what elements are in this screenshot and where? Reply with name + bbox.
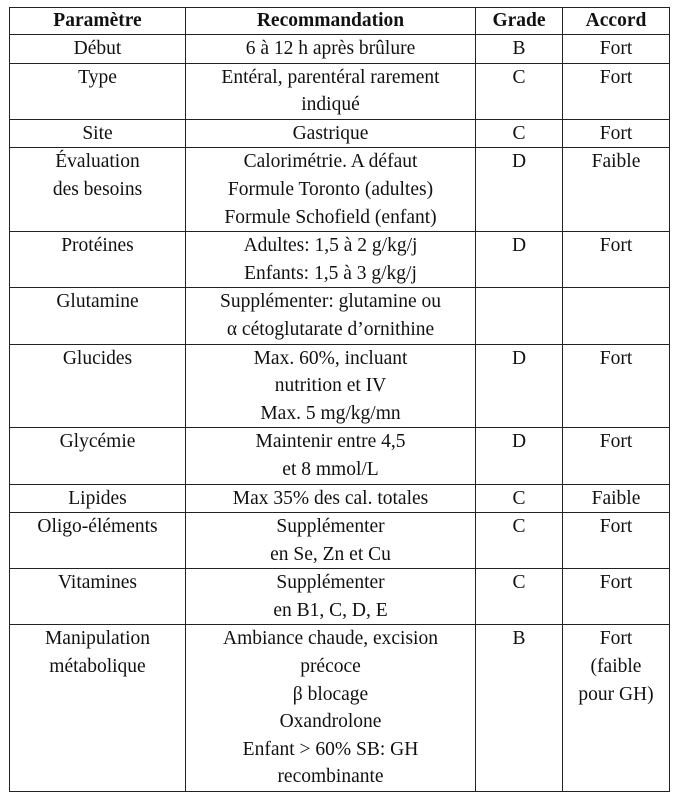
cell-accord (563, 428, 670, 484)
cell-parametre (10, 513, 186, 569)
header-parametre: Paramètre (10, 8, 186, 35)
table-row (10, 625, 670, 792)
cell-parametre (10, 428, 186, 484)
cell-parametre-text: Vitamines (58, 572, 137, 594)
table-row (10, 63, 670, 119)
cell-parametre (10, 148, 186, 232)
cell-recommandation-text: Max. 60%, incluant nutrition et IV Max. 5 mg/kg/mn (253, 347, 408, 424)
cell-parametre-text: Lipides (68, 487, 127, 509)
cell-accord (563, 288, 670, 344)
cell-parametre (10, 625, 186, 792)
cell-recommandation (186, 232, 476, 288)
cell-parametre (10, 344, 186, 428)
cell-grade (476, 63, 563, 119)
cell-accord-text: Fort (599, 235, 633, 257)
cell-grade-text: C (512, 572, 526, 594)
cell-recommandation (186, 569, 476, 625)
cell-parametre-text: Type (78, 66, 117, 88)
cell-grade-text: C (512, 516, 526, 538)
cell-grade-text: D (511, 151, 527, 173)
cell-grade (476, 513, 563, 569)
table-header-row (10, 8, 670, 35)
header-recommandation: Recommandation (186, 8, 476, 35)
cell-parametre (10, 232, 186, 288)
table-row (10, 119, 670, 148)
cell-recommandation (186, 63, 476, 119)
cell-accord (563, 513, 670, 569)
cell-accord-text: Fort (faible pour GH) (578, 628, 654, 705)
recommendations-table (9, 7, 670, 792)
cell-parametre-text: Protéines (61, 235, 134, 257)
cell-parametre-text: Site (82, 122, 113, 144)
cell-grade (476, 428, 563, 484)
cell-accord (563, 119, 670, 148)
cell-recommandation-text: Maintenir entre 4,5 et 8 mmol/L (255, 431, 406, 480)
cell-parametre-text: Oligo-éléments (37, 516, 158, 538)
cell-recommandation (186, 428, 476, 484)
cell-parametre-text: Glutamine (56, 291, 139, 313)
cell-accord (563, 35, 670, 64)
cell-parametre (10, 288, 186, 344)
table-row (10, 569, 670, 625)
cell-parametre-text: Évaluation des besoins (52, 151, 143, 200)
cell-grade-text: C (512, 66, 526, 88)
cell-grade-text: C (512, 487, 526, 509)
cell-accord-text: Fort (599, 516, 633, 538)
cell-grade-text: B (512, 38, 526, 59)
cell-grade-text: B (512, 628, 526, 650)
cell-grade-text: D (511, 235, 527, 257)
cell-recommandation-text: Gastrique (292, 122, 369, 144)
cell-accord (563, 569, 670, 625)
table-row (10, 484, 670, 513)
cell-grade-text: C (512, 122, 526, 144)
cell-recommandation-text: Ambiance chaude, excision précoce β blocage Oxandrolone Enfant > 60% SB: GH recombinante (223, 628, 438, 788)
cell-grade (476, 148, 563, 232)
cell-grade (476, 625, 563, 792)
cell-recommandation (186, 119, 476, 148)
table-row (10, 35, 670, 64)
cell-recommandation (186, 148, 476, 232)
cell-grade (476, 288, 563, 344)
cell-parametre-text: Glycémie (59, 431, 136, 453)
table-row (10, 288, 670, 344)
cell-grade (476, 484, 563, 513)
cell-accord-text: Faible (591, 487, 641, 509)
cell-recommandation (186, 513, 476, 569)
cell-accord (563, 484, 670, 513)
cell-grade (476, 569, 563, 625)
recommendations-table-container (9, 7, 670, 792)
cell-recommandation-text: Supplémenter: glutamine ou α cétoglutarate d’ornithine (220, 291, 441, 340)
table-row (10, 428, 670, 484)
cell-recommandation-text: Calorimétrie. A défaut Formule Toronto (adultes) Formule Schofield (enfant) (224, 151, 437, 228)
cell-recommandation-text: Adultes: 1,5 à 2 g/kg/j Enfants: 1,5 à 3 g/kg/j (243, 235, 418, 284)
cell-recommandation-text: Entéral, parentéral rarement indiqué (221, 66, 440, 116)
cell-accord-text: Fort (599, 38, 633, 59)
header-grade: Grade (476, 8, 563, 35)
cell-accord (563, 625, 670, 792)
cell-recommandation-text: Supplémenter en B1, C, D, E (273, 572, 388, 621)
cell-parametre-text: Glucides (62, 347, 133, 369)
table-row (10, 513, 670, 569)
cell-accord (563, 148, 670, 232)
table-row (10, 148, 670, 232)
cell-recommandation (186, 288, 476, 344)
cell-grade (476, 119, 563, 148)
cell-recommandation-text: 6 à 12 h après brûlure (245, 38, 416, 59)
cell-recommandation (186, 344, 476, 428)
table-body (10, 35, 670, 792)
cell-parametre (10, 63, 186, 119)
cell-parametre (10, 119, 186, 148)
cell-recommandation-text: Supplémenter en Se, Zn et Cu (270, 516, 391, 565)
cell-recommandation (186, 484, 476, 513)
cell-recommandation-text: Max 35% des cal. totales (232, 487, 429, 509)
cell-accord (563, 344, 670, 428)
cell-accord-text: Fort (599, 122, 633, 144)
table-row (10, 232, 670, 288)
cell-accord-text: Fort (599, 572, 633, 594)
cell-accord (563, 63, 670, 119)
cell-grade (476, 35, 563, 64)
cell-accord-text: Fort (599, 431, 633, 453)
cell-accord (563, 232, 670, 288)
cell-accord-text: Fort (599, 66, 633, 88)
header-accord: Accord (563, 8, 670, 35)
cell-grade-text: D (511, 431, 527, 453)
table-row (10, 344, 670, 428)
cell-grade (476, 344, 563, 428)
cell-recommandation (186, 35, 476, 64)
cell-grade-text: D (511, 347, 527, 369)
cell-accord-text: Faible (591, 151, 641, 173)
cell-recommandation (186, 625, 476, 792)
cell-accord-text: Fort (599, 347, 633, 369)
cell-parametre (10, 35, 186, 64)
cell-grade (476, 232, 563, 288)
cell-parametre-text: Début (73, 38, 122, 59)
cell-parametre-text: Manipulation métabolique (44, 628, 151, 678)
cell-parametre (10, 569, 186, 625)
cell-parametre (10, 484, 186, 513)
